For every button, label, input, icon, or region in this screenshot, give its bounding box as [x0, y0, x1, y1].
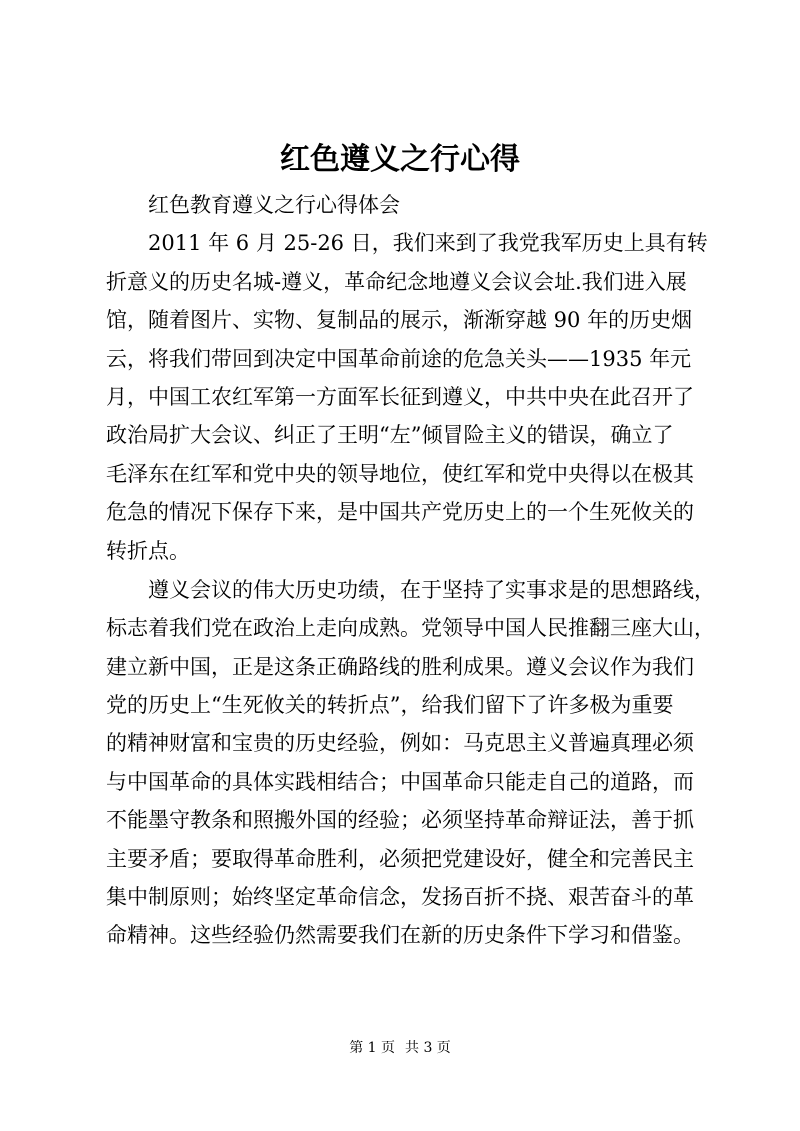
paragraph-line: 遵义会议的伟大历史功绩，在于坚持了实事求是的思想路线，	[148, 577, 715, 602]
paragraph-line: 主要矛盾；要取得革命胜利，必须把党建设好，健全和完善民主	[106, 846, 694, 871]
paragraph-line: 政治局扩大会议、纠正了王明“左”倾冒险主义的错误，确立了	[106, 423, 674, 448]
paragraph-line: 党的历史上“生死攸关的转折点”，给我们留下了许多极为重要	[106, 693, 674, 718]
paragraph-line: 标志着我们党在政治上走向成熟。党领导中国人民推翻三座大山，	[106, 616, 715, 641]
paragraph-line: 的精神财富和宝贵的历史经验，例如：马克思主义普遍真理必须	[106, 731, 694, 756]
paragraph-line: 危急的情况下保存下来，是中国共产党历史上的一个生死攸关的	[106, 500, 694, 525]
paragraph-line: 馆，随着图片、实物、复制品的展示，渐渐穿越 90 年的历史烟	[106, 308, 693, 333]
page-total: 共 3 页	[405, 1040, 451, 1056]
paragraph-line: 集中制原则；始终坚定革命信念，发扬百折不挠、艰苦奋斗的革	[106, 885, 694, 910]
paragraph-line: 转折点。	[106, 538, 190, 563]
paragraph-line: 月，中国工农红军第一方面军长征到遵义，中共中央在此召开了	[106, 384, 694, 409]
paragraph-line: 不能墨守教条和照搬外国的经验；必须坚持革命辩证法，善于抓	[106, 808, 694, 833]
document-title: 红色遵义之行心得	[280, 142, 520, 177]
paragraph-line: 与中国革命的具体实践相结合；中国革命只能走自己的道路，而	[106, 769, 694, 794]
paragraph-line: 2011 年 6 月 25-26 日，我们来到了我党我军历史上具有转	[148, 231, 708, 256]
paragraph-line: 折意义的历史名城-遵义，革命纪念地遵义会议会址.我们进入展	[106, 269, 687, 294]
paragraph-line: 云，将我们带回到决定中国革命前途的危急关头——1935 年元	[106, 346, 692, 371]
paragraph-1	[106, 224, 706, 570]
page-footer	[0, 1038, 800, 1058]
paragraph-line: 命精神。这些经验仍然需要我们在新的历史条件下学习和借鉴。	[106, 923, 694, 948]
subtitle: 红色教育遵义之行心得体会	[148, 193, 400, 217]
paragraph-line: 毛泽东在红军和党中央的领导地位，使红军和党中央得以在极其	[106, 461, 694, 486]
page-number: 第 1 页	[349, 1040, 395, 1056]
document-body	[106, 186, 715, 955]
paragraph-line: 建立新中国，正是这条正确路线的胜利成果。遵义会议作为我们	[106, 654, 694, 679]
paragraph-2	[106, 571, 715, 955]
